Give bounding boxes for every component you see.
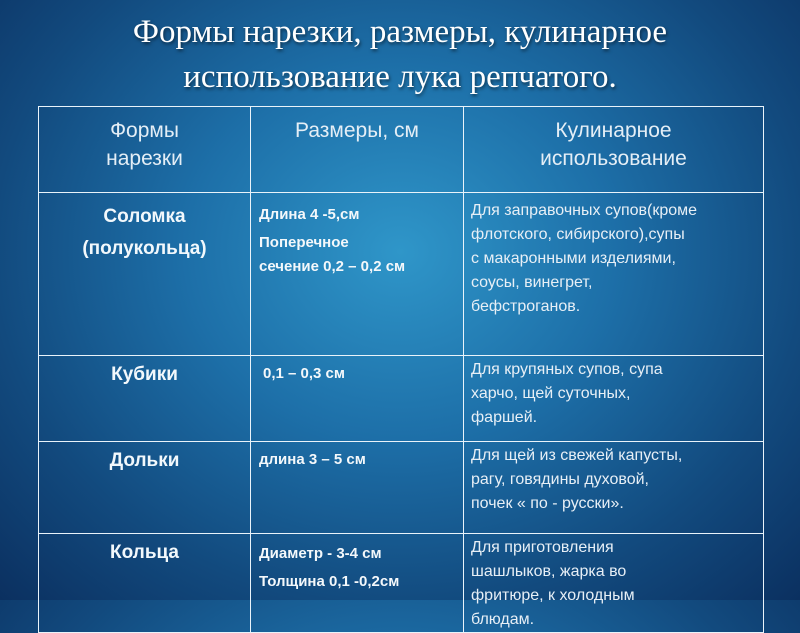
shape-line: Кубики [111,364,178,385]
cell-shape [39,442,251,534]
shape-line: Кольца [110,542,179,563]
slide-title [0,10,800,100]
table-row [39,193,764,356]
use-line: рагу, говядины духовой, [471,471,649,488]
cell-use [464,356,764,442]
use-line: соусы, винегрет, [471,274,593,291]
size-line: Поперечное [259,234,349,251]
size-line: сечение 0,2 – 0,2 см [259,258,406,275]
cell-shape [39,356,251,442]
use-line: флотского, сибирского),супы [471,226,685,243]
use-line: бефстроганов. [471,298,581,315]
header-shape-line-1: Формы [110,119,179,142]
header-shape-line-2: нарезки [106,147,183,170]
cell-size [251,534,464,633]
table-row [39,534,764,633]
size-line: Диаметр - 3-4 см [259,545,382,562]
size-line: Длина 4 -5,см [259,206,360,223]
table-row [39,356,764,442]
use-line: харчо, щей суточных, [471,385,631,402]
cell-size [251,442,464,534]
cell-shape [39,534,251,633]
use-line: блюдам. [471,611,535,628]
header-size [251,107,464,193]
use-line: шашлыков, жарка во [471,563,627,580]
onion-cutting-table [38,106,764,633]
shape-line: Дольки [109,450,180,471]
header-use-line-1: Кулинарное [555,119,672,142]
cell-shape [39,193,251,356]
size-line: Толщина 0,1 -0,2см [259,573,400,590]
cell-use [464,193,764,356]
header-shape [39,107,251,193]
header-use-line-2: использование [540,147,687,170]
table-row [39,442,764,534]
use-line: Для крупяных супов, супа [471,361,663,378]
size-line: длина 3 – 5 см [259,451,366,468]
use-line: Для приготовления [471,539,614,556]
slide-title-line-1: Формы нарезки, размеры, кулинарное [132,14,668,50]
cell-size [251,356,464,442]
cell-use [464,442,764,534]
header-use [464,107,764,193]
slide-title-line-2: использование лука репчатого. [183,59,617,95]
size-line: 0,1 – 0,3 см [263,365,345,382]
use-line: с макаронными изделиями, [471,250,676,267]
table-header-row [39,107,764,193]
shape-line: (полукольца) [82,238,207,259]
header-size-label: Размеры, см [295,119,419,142]
use-line: фаршей. [471,409,538,426]
shape-line: Соломка [103,206,186,227]
use-line: Для заправочных супов(кроме [471,202,698,219]
cell-size [251,193,464,356]
cell-use [464,534,764,633]
use-line: почек « по - русски». [471,495,624,512]
use-line: фритюре, к холодным [471,587,635,604]
use-line: Для щей из свежей капусты, [471,447,683,464]
